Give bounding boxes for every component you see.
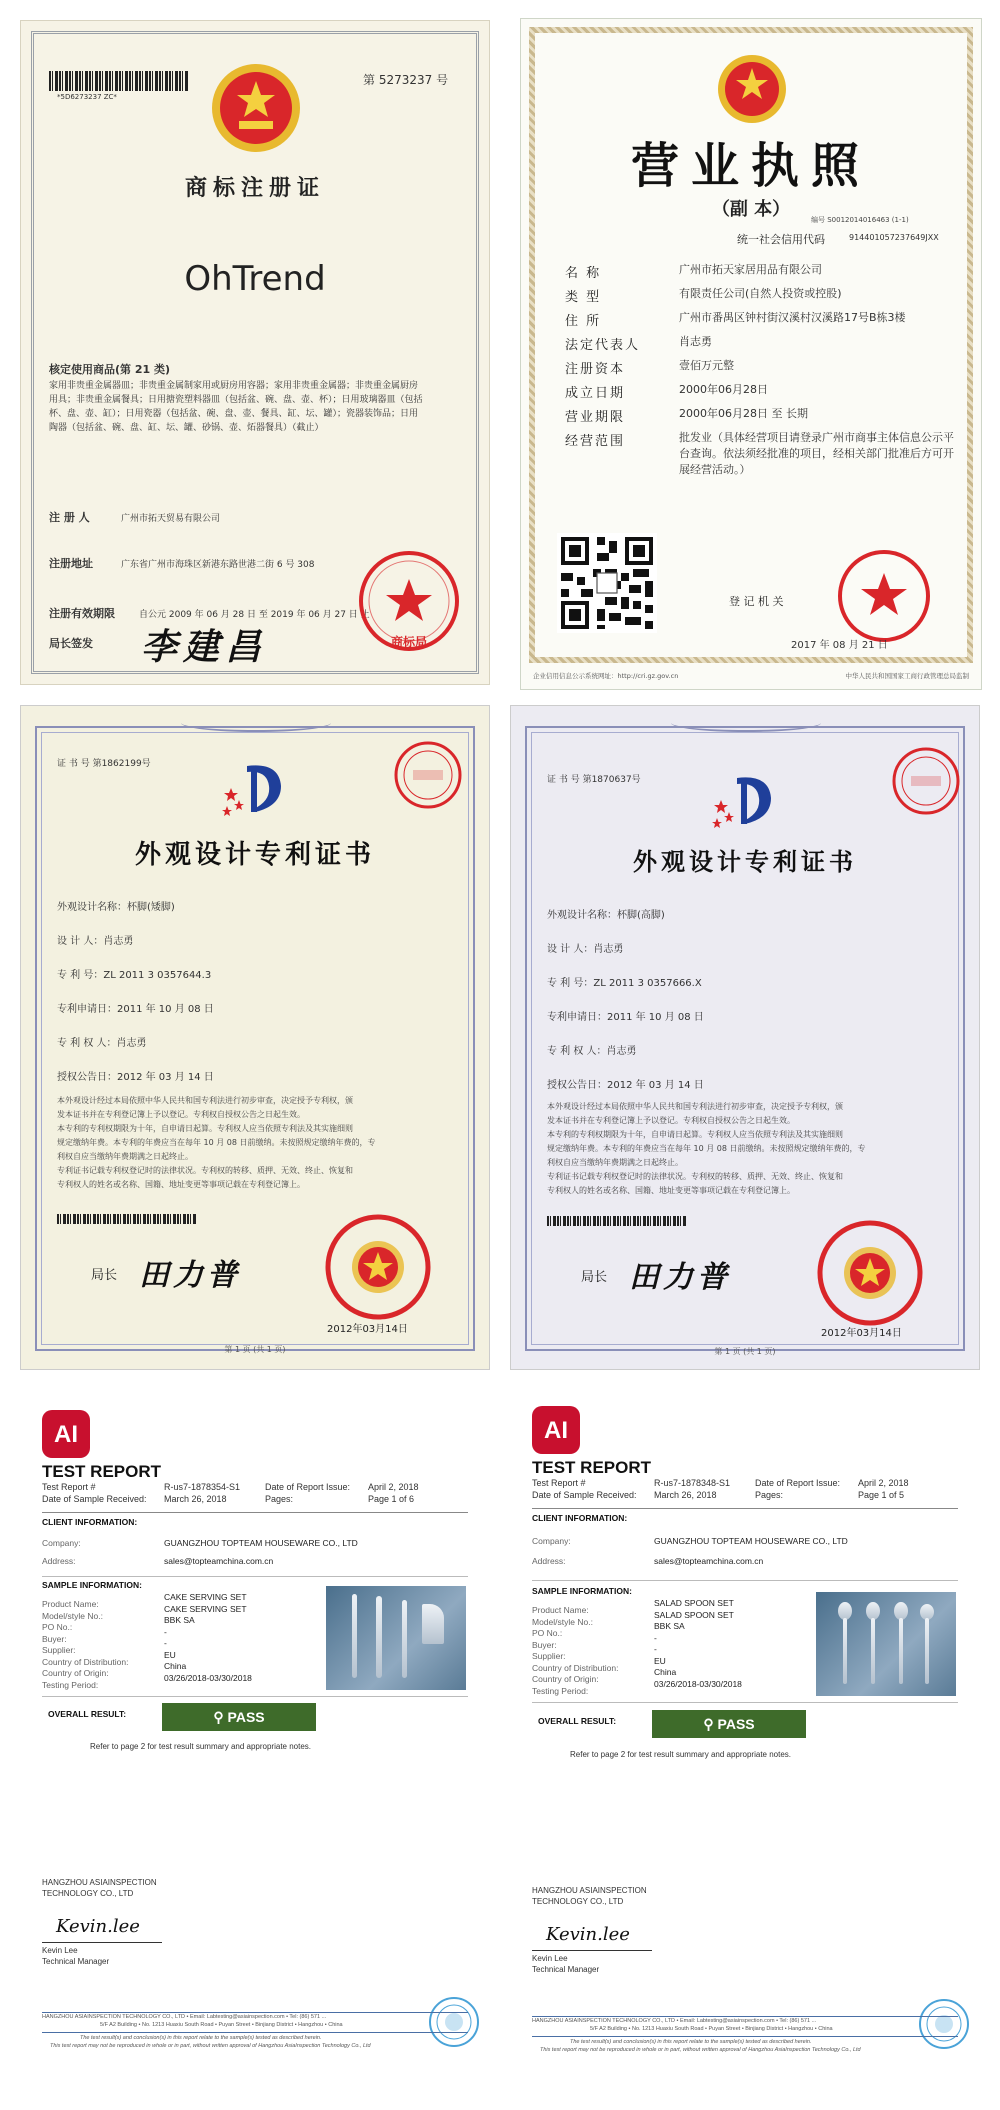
grant-date: 授权公告日：2012 年 03 月 14 日 <box>547 1080 704 1091</box>
row-key: 经营范围 <box>565 434 626 449</box>
sample-heading: SAMPLE INFORMATION: <box>42 1580 142 1590</box>
official-seal-icon <box>817 1220 923 1326</box>
received-date: March 26, 2018 <box>654 1490 717 1500</box>
filing-date: 专利申请日：2011 年 10 月 08 日 <box>57 1004 214 1015</box>
body-line: 发本证书并在专利登记簿上予以登记。专利权自授权公告之日起生效。 <box>57 1110 305 1119</box>
knife-shape <box>352 1594 357 1678</box>
pass-badge <box>162 1703 316 1731</box>
body-line: 发本证书并在专利登记簿上予以登记。专利权自授权公告之日起生效。 <box>547 1116 795 1125</box>
divider <box>42 1576 468 1577</box>
goods-line: 杯、盘、壶、缸）；日用瓷器（包括盆、碗、盘、壶、餐具、缸、坛、罐）；瓷器装饰品；日用 <box>49 409 419 419</box>
sample-row <box>42 1592 247 1609</box>
goods-line: 家用非贵重金属器皿；非贵重金属制家用或厨房用容器；家用非贵重金属器；非贵重金属厨房 <box>49 381 419 391</box>
patent-certificate <box>20 705 490 1370</box>
trademark-certificate <box>20 20 490 685</box>
received-label: Date of Sample Received: <box>532 1490 637 1500</box>
official-seal-icon <box>325 1214 431 1320</box>
address-value: 广东省广州市海珠区新港东路世港二街 6 号 308 <box>121 560 315 570</box>
license-subtitle: （副 本） <box>711 199 791 220</box>
sample-key: Country of Origin: <box>42 1668 109 1678</box>
client-heading: CLIENT INFORMATION: <box>532 1513 628 1523</box>
row-key: 住 所 <box>565 314 602 329</box>
license-row-name <box>565 262 961 286</box>
signer-title: Technical Manager <box>42 1957 110 1966</box>
divider <box>532 1580 958 1581</box>
pages-value: Page 1 of 6 <box>368 1494 415 1504</box>
director-signature: 田力普 <box>139 1258 241 1293</box>
ai-logo-icon: AI <box>42 1410 90 1458</box>
cake-server-shape <box>422 1604 444 1644</box>
license-serial: 编号 S0012014016463 (1-1) <box>811 216 909 224</box>
row-key: 类 型 <box>565 290 602 305</box>
pass-label: PASS <box>717 1716 755 1732</box>
sample-value: China <box>654 1667 677 1677</box>
goods-line: 陶器（包括盆、碗、盘、缸、坛、罐、砂锅、壶、炻器餐具）（截止） <box>49 423 324 433</box>
national-emblem-icon <box>209 61 303 155</box>
filing-date: 专利申请日：2011 年 10 月 08 日 <box>547 1012 704 1023</box>
seal-label: 商标局 <box>390 635 427 649</box>
test-report <box>20 1390 490 2090</box>
footer-line: 5/F A2 Building • No. 1213 Huaxiu South Road • Puyan Street • Binjiang District • Hangzhou • China <box>590 2026 833 2032</box>
license-title: 营业执照 <box>630 138 871 194</box>
body-line: 本外观设计经过本局依照中华人民共和国专利法进行初步审查，决定授予专利权，颁 <box>547 1102 843 1111</box>
sample-heading: SAMPLE INFORMATION: <box>532 1586 632 1596</box>
issue-date: April 2, 2018 <box>368 1482 419 1492</box>
product-photo <box>326 1586 466 1690</box>
address-label: 注册地址 <box>49 557 93 570</box>
page-indicator: 第 1 页 (共 1 页) <box>714 1347 776 1356</box>
sample-row <box>42 1672 252 1690</box>
page-indicator: 第 1 页 (共 1 页) <box>224 1345 286 1354</box>
sample-row <box>42 1649 176 1667</box>
license-footer-left: 企业信用信息公示系统网址：http://cri.gz.gov.cn <box>533 672 679 680</box>
trademark-number: 第 5273237 号 <box>363 73 449 87</box>
ornament <box>181 714 331 732</box>
barcode-text: *5D6273237 ZC* <box>57 93 117 101</box>
sample-value: CAKE SERVING SET <box>164 1603 247 1614</box>
signer-name: Kevin Lee <box>42 1946 78 1955</box>
goods-line: 用具；非贵重金属餐具；日用搪瓷塑料器皿（包括盆、碗、盘、壶、杯）；日用玻璃器皿（包括 <box>49 395 423 405</box>
sample-key: Product Name: <box>42 1599 99 1609</box>
registrant-label: 注 册 人 <box>49 511 90 524</box>
brand-mark: OhTrend <box>184 259 326 299</box>
row-key: 成立日期 <box>565 386 626 401</box>
report-title: TEST REPORT <box>532 1458 652 1477</box>
barcode <box>49 71 189 91</box>
row-key: 法定代表人 <box>565 338 641 353</box>
spoon-handle-shape <box>925 1618 929 1684</box>
pages-label: Pages: <box>755 1490 784 1500</box>
sample-value: - <box>654 1632 657 1643</box>
license-footer-right: 中华人民共和国国家工商行政管理总局监制 <box>845 672 969 680</box>
body-line: 专利权人的姓名或名称、国籍、地址变更等事项记载在专利登记簿上。 <box>57 1180 305 1189</box>
footer-line: 5/F A2 Building • No. 1213 Huaxiu South Road • Puyan Street • Binjiang District • Hangzhou • China <box>100 2022 343 2028</box>
business-license <box>520 18 982 690</box>
issue-date: April 2, 2018 <box>858 1478 909 1488</box>
received-label: Date of Sample Received: <box>42 1494 147 1504</box>
company-label: Company: <box>42 1538 81 1548</box>
patent-body-text <box>57 1094 453 1192</box>
row-value: 肖志勇 <box>679 335 712 348</box>
overall-label: OVERALL RESULT: <box>48 1709 127 1719</box>
test-report <box>510 1390 980 2090</box>
signature: Kevin.lee <box>546 1924 630 1945</box>
row-key: 营业期限 <box>565 410 626 425</box>
body-line: 规定缴纳年费。本专利的年费应当在每年 10 月 08 日前缴纳。未按照规定缴纳年费的，专 <box>57 1138 376 1147</box>
footer-line: This test report may not be reproduced in whole or in part, without written approval of Hangzhou AsiaInspection Technology Co., Ltd <box>540 2047 861 2053</box>
body-line: 本专利的专利权期限为十年，自申请日起算。专利权人应当依照专利法及其实施细则 <box>547 1130 843 1139</box>
divider <box>42 2032 468 2033</box>
body-line: 专利权人的姓名或名称、国籍、地址变更等事项记载在专利登记簿上。 <box>547 1186 795 1195</box>
certificate-number: 证 书 号 第1870637号 <box>547 775 641 785</box>
report-no-label: Test Report # <box>532 1478 586 1488</box>
sample-key: PO No.: <box>532 1628 563 1638</box>
refer-text: Refer to page 2 for test result summary and appropriate notes. <box>90 1742 312 1751</box>
sample-key: Model/style No.: <box>532 1616 593 1627</box>
divider <box>532 2036 958 2037</box>
registrar-label: 登 记 机 关 <box>729 595 784 608</box>
company-value: GUANGZHOU TOPTEAM HOUSEWARE CO., LTD <box>164 1538 358 1548</box>
sample-value: BBK SA <box>654 1621 685 1631</box>
sample-row <box>42 1615 195 1632</box>
spoon-handle-shape <box>899 1618 903 1684</box>
license-row-term <box>565 406 961 430</box>
pass-label: PASS <box>227 1709 265 1725</box>
patent-number: 专 利 号：ZL 2011 3 0357644.3 <box>57 970 212 981</box>
footer-line: HANGZHOU ASIAINSPECTION TECHNOLOGY CO., LTD • Email: Labtesting@asiainspection.com • Tel: (86) 571 ... <box>42 2014 327 2020</box>
divider <box>532 1702 958 1703</box>
patent-office-logo-icon <box>711 774 781 830</box>
registrant-value: 广州市拓天贸易有限公司 <box>121 514 221 524</box>
company-sign-line: TECHNOLOGY CO., LTD <box>42 1889 134 1898</box>
footer-line: This test report may not be reproduced in whole or in part, without written approval of Hangzhou AsiaInspection Technology Co., Ltd <box>50 2043 371 2049</box>
row-value: 2000年06月28日 至 长期 <box>679 407 808 420</box>
ornament <box>671 714 821 732</box>
accreditation-seal-icon <box>428 1996 480 2048</box>
sample-key: Testing Period: <box>532 1685 589 1696</box>
sample-value: EU <box>164 1649 176 1660</box>
sample-key: Product Name: <box>532 1605 589 1615</box>
stamp-icon <box>891 746 961 816</box>
pass-badge <box>652 1710 806 1738</box>
received-date: March 26, 2018 <box>164 1494 227 1504</box>
design-name: 外观设计名称：杯脚(矮脚) <box>57 902 175 913</box>
pass-icon: ⚲ <box>703 1716 718 1732</box>
ai-logo-icon: AI <box>532 1406 580 1454</box>
sample-info-list <box>42 1592 252 1690</box>
signature-line <box>42 1942 162 1943</box>
sample-value: 03/26/2018-03/30/2018 <box>164 1672 252 1683</box>
sample-key: Country of Origin: <box>532 1674 599 1684</box>
body-line: 利权自应当缴纳年费期满之日起终止。 <box>57 1152 193 1161</box>
footer-line: The test result(s) and conclusion(s) in this report relate to the sample(s) tested as described herein. <box>80 2035 322 2041</box>
sample-value: - <box>654 1644 657 1654</box>
sample-key: Buyer: <box>532 1639 557 1650</box>
sample-value: China <box>164 1661 187 1671</box>
report-title: TEST REPORT <box>42 1462 162 1481</box>
director-label: 局长 <box>581 1270 608 1285</box>
body-line: 专利证书记载专利权登记时的法律状况。专利权的转移、质押、无效、终止、恢复和 <box>57 1166 353 1175</box>
sample-value: - <box>164 1626 167 1637</box>
footer-line: The test result(s) and conclusion(s) in this report relate to the sample(s) tested as described herein. <box>570 2039 812 2045</box>
national-emblem-icon <box>716 53 788 125</box>
signer-name: Kevin Lee <box>532 1954 568 1963</box>
patent-title: 外观设计专利证书 <box>134 840 375 870</box>
company-value: GUANGZHOU TOPTEAM HOUSEWARE CO., LTD <box>654 1536 848 1546</box>
design-name: 外观设计名称：杯脚(高脚) <box>547 910 665 921</box>
sample-value: 03/26/2018-03/30/2018 <box>654 1678 742 1689</box>
sample-row <box>532 1644 657 1661</box>
sample-value: EU <box>654 1655 666 1666</box>
report-no: R-us7-1878348-S1 <box>654 1478 731 1488</box>
designer: 设 计 人：肖志勇 <box>547 944 624 955</box>
director-signature: 李建昌 <box>141 626 268 668</box>
signer-title: Technical Manager <box>532 1965 600 1974</box>
body-line: 规定缴纳年费。本专利的年费应当在每年 10 月 08 日前缴纳。未按照规定缴纳年费的，专 <box>547 1144 866 1153</box>
address-label: Address: <box>42 1556 76 1566</box>
license-row-address <box>565 310 961 334</box>
goods-list <box>49 379 423 435</box>
sample-row <box>532 1655 666 1673</box>
server-shape <box>376 1596 382 1678</box>
sample-row <box>532 1667 677 1684</box>
sample-key: Supplier: <box>42 1645 76 1655</box>
grant-date: 授权公告日：2012 年 03 月 14 日 <box>57 1072 214 1083</box>
qr-code-icon <box>557 533 657 633</box>
address-label: Address: <box>532 1556 566 1566</box>
body-line: 本外观设计经过本局依照中华人民共和国专利法进行初步审查，决定授予专利权，颁 <box>57 1096 353 1105</box>
sample-key: Supplier: <box>532 1651 566 1661</box>
patent-owner: 专 利 权 人：肖志勇 <box>57 1038 147 1049</box>
row-value: 壹佰万元整 <box>679 359 734 372</box>
sample-value: BBK SA <box>164 1615 195 1625</box>
license-row-established <box>565 382 961 406</box>
report-no: R-us7-1878354-S1 <box>164 1482 241 1492</box>
certificate-number: 证 书 号 第1862199号 <box>57 759 151 769</box>
sample-value: CAKE SERVING SET <box>164 1592 247 1602</box>
official-seal-icon <box>837 549 931 643</box>
refer-text: Refer to page 2 for test result summary and appropriate notes. <box>570 1750 792 1759</box>
spoon-handle-shape <box>871 1618 875 1684</box>
stamp-icon <box>393 740 463 810</box>
sample-key: Country of Distribution: <box>42 1656 129 1667</box>
patent-owner: 专 利 权 人：肖志勇 <box>547 1046 637 1057</box>
patent-certificate <box>510 705 980 1370</box>
company-sign-line: HANGZHOU ASIAINSPECTION <box>42 1878 157 1887</box>
overall-label: OVERALL RESULT: <box>538 1716 617 1726</box>
sample-row <box>42 1638 167 1655</box>
barcode <box>57 1214 197 1224</box>
issue-label: Date of Report Issue: <box>265 1482 351 1492</box>
company-sign-line: TECHNOLOGY CO., LTD <box>532 1897 624 1906</box>
goods-heading: 核定使用商品(第 21 类) <box>49 363 171 376</box>
company-label: Company: <box>532 1536 571 1546</box>
issue-label: Date of Report Issue: <box>755 1478 841 1488</box>
footer-line: HANGZHOU ASIAINSPECTION TECHNOLOGY CO., LTD • Email: Labtesting@asiainspection.com • Tel: (86) 571 ... <box>532 2018 817 2024</box>
sample-key: PO No.: <box>42 1622 73 1632</box>
sample-row <box>532 1621 685 1638</box>
sample-row <box>42 1661 187 1678</box>
row-key: 注册资本 <box>565 362 626 377</box>
body-line: 利权自应当缴纳年费期满之日起终止。 <box>547 1158 683 1167</box>
license-row-capital <box>565 358 961 382</box>
director-signature: 田力普 <box>629 1260 731 1295</box>
divider <box>42 1696 468 1697</box>
pages-label: Pages: <box>265 1494 294 1504</box>
sample-value: SALAD SPOON SET <box>654 1598 734 1608</box>
license-row-scope <box>565 430 961 484</box>
credit-code-label: 统一社会信用代码 <box>737 233 825 246</box>
patent-body-text <box>547 1100 943 1198</box>
sample-key: Country of Distribution: <box>532 1662 619 1673</box>
row-value: 2000年06月28日 <box>679 383 768 396</box>
pages-value: Page 1 of 5 <box>858 1490 905 1500</box>
product-photo <box>816 1592 956 1696</box>
address-value: sales@topteamchina.com.cn <box>654 1556 764 1566</box>
divider <box>42 2012 468 2013</box>
designer: 设 计 人：肖志勇 <box>57 936 134 947</box>
sample-value: SALAD SPOON SET <box>654 1609 734 1620</box>
director-label: 局长 <box>91 1268 118 1283</box>
row-value: 批发业（具体经营项目请登录广州市商事主体信息公示平台查询。依法须经批准的项目，经相关部门批准后方可开展经营活动。） <box>679 431 954 476</box>
sample-row <box>532 1678 742 1696</box>
sample-value: - <box>164 1638 167 1648</box>
divider <box>532 1508 958 1509</box>
director-label: 局长签发 <box>49 637 93 650</box>
accreditation-seal-icon <box>918 1998 970 2050</box>
issue-date: 2012年03月14日 <box>821 1328 902 1339</box>
divider <box>532 2016 958 2017</box>
license-date: 2017 年 08 月 21 日 <box>791 640 888 651</box>
sample-row <box>532 1598 734 1615</box>
knife-shape <box>402 1600 407 1678</box>
credit-code-value: 914401057237649JXX <box>849 233 939 242</box>
validity-value: 自公元 2009 年 06 月 28 日 至 2019 年 06 月 27 日 止 <box>139 610 370 620</box>
sample-row <box>42 1626 167 1644</box>
body-line: 专利证书记载专利权登记时的法律状况。专利权的转移、质押、无效、终止、恢复和 <box>547 1172 843 1181</box>
patent-office-logo-icon <box>221 762 291 818</box>
row-value: 广州市拓天家居用品有限公司 <box>679 263 822 276</box>
client-heading: CLIENT INFORMATION: <box>42 1517 138 1527</box>
barcode <box>547 1216 687 1226</box>
row-value: 有限责任公司(自然人投资或控股) <box>679 287 842 300</box>
sample-key: Testing Period: <box>42 1679 99 1690</box>
license-row-type <box>565 286 961 310</box>
pass-icon: ⚲ <box>213 1709 228 1725</box>
sample-row <box>532 1632 657 1650</box>
patent-number: 专 利 号：ZL 2011 3 0357666.X <box>547 978 702 989</box>
signature-line <box>532 1950 652 1951</box>
issue-date: 2012年03月14日 <box>327 1324 408 1335</box>
patent-title: 外观设计专利证书 <box>633 847 857 876</box>
sample-info-list <box>532 1598 742 1696</box>
divider <box>42 1512 468 1513</box>
row-key: 名 称 <box>565 266 602 281</box>
body-line: 本专利的专利权期限为十年，自申请日起算。专利权人应当依照专利法及其实施细则 <box>57 1124 353 1133</box>
sample-key: Buyer: <box>42 1633 67 1644</box>
signature: Kevin.lee <box>56 1916 140 1937</box>
report-no-label: Test Report # <box>42 1482 96 1492</box>
row-value: 广州市番禺区钟村街汉溪村汉溪路17号B栋3楼 <box>679 311 906 324</box>
spoon-handle-shape <box>843 1618 847 1684</box>
address-value: sales@topteamchina.com.cn <box>164 1556 274 1566</box>
validity-label: 注册有效期限 <box>49 607 115 620</box>
certificate-title: 商标注册证 <box>184 175 325 201</box>
license-row-representative <box>565 334 961 358</box>
company-sign-line: HANGZHOU ASIAINSPECTION <box>532 1886 647 1895</box>
sample-key: Model/style No.: <box>42 1610 103 1621</box>
